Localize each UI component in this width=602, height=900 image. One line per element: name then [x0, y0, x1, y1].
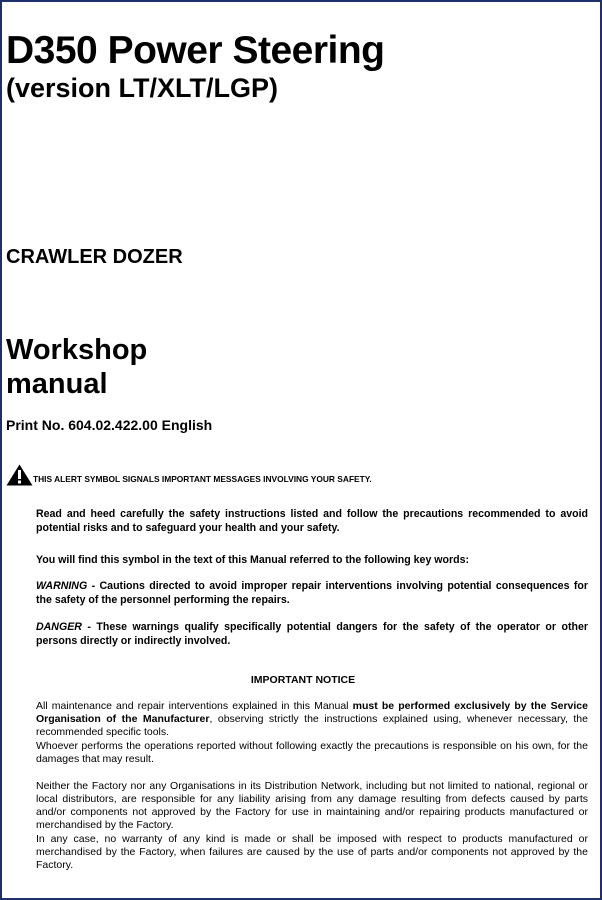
print-number: Print No. 604.02.422.00 English [6, 417, 213, 433]
manual-type-line-1: Workshop [6, 334, 148, 366]
notice-p1-continuation: , observing strictly the instructions explained using, whenever necessary, the recommended specific tools. [36, 713, 588, 738]
manual-type-line-2: manual [6, 368, 108, 400]
notice-paragraph-3: Neither the Factory nor any Organisations in its Distribution Network, including but not limited to national, regional or local distributors, are responsible for any liability arising from any damage resulting from defects caused by parts and/or components not approved by the Factory for use in maintaining and/or repairing products manufactured or merchandised by the Factory. [36, 780, 588, 831]
document-title: D350 Power Steering [6, 29, 385, 72]
document-subtitle: (version LT/XLT/LGP) [6, 73, 279, 103]
safety-alert-line [6, 464, 372, 486]
important-notice-title: IMPORTANT NOTICE [250, 674, 356, 686]
safety-alert-text: THIS ALERT SYMBOL SIGNALS IMPORTANT MESSAGES INVOLVING YOUR SAFETY. [33, 474, 372, 484]
safety-warning-paragraph [36, 579, 588, 607]
safety-danger-paragraph [36, 620, 588, 648]
warning-keyword: WARNING [36, 580, 88, 592]
notice-paragraph-4: In any case, no warranty of any kind is made or shall be imposed with respect to products manufactured or merchandised by the Factory, when failures are caused by the use of parts and/or components not approved by the Factory. [36, 833, 588, 871]
safety-read-heed: Read and heed carefully the safety instructions listed and follow the precautions recommended to avoid potential risks and to safeguard your health and your safety. [36, 508, 588, 534]
product-name: CRAWLER DOZER [6, 246, 183, 268]
danger-text: - These warnings qualify specifically potential dangers for the safety of the operator or other persons directly or indirectly involved. [36, 621, 588, 647]
danger-keyword: DANGER [36, 621, 82, 633]
notice-paragraph-2: Whoever performs the operations reported without following exactly the precautions is responsible on his own, for the damages that may result. [36, 740, 588, 765]
warning-triangle-icon [6, 464, 33, 486]
notice-p1-emphasis: must be performed exclusively by the Service Organisation of the Manufacturer [36, 700, 588, 725]
warning-text: - Cautions directed to avoid improper repair interventions involving potential consequences for the safety of the personnel performing the repairs. [36, 580, 588, 606]
notice-p1-text: All maintenance and repair interventions explained in this Manual [36, 700, 353, 712]
notice-paragraph-1 [36, 700, 588, 739]
safety-symbol-intro: You will find this symbol in the text of this Manual referred to the following key words: [36, 554, 470, 566]
